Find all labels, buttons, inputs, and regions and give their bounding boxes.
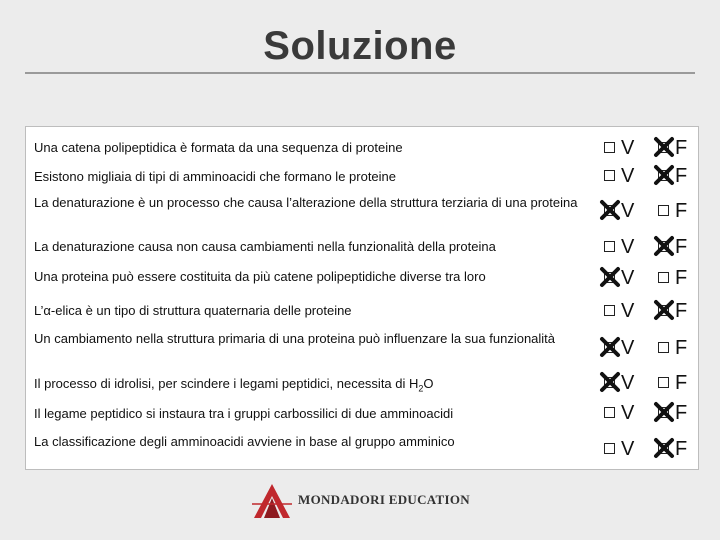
statement-text: La classificazione degli amminoacidi avviene in base al gruppo amminico: [34, 434, 455, 449]
option-true[interactable]: [604, 337, 654, 359]
statement-text: Il legame peptidico si instaura tra i gruppi carbossilici di due amminoacidi: [34, 406, 454, 421]
title-divider: [25, 72, 695, 74]
option-true[interactable]: [604, 402, 654, 424]
publisher-name: MONDADORI EDUCATION: [298, 492, 470, 507]
option-false[interactable]: [658, 300, 708, 322]
option-label: F: [675, 300, 688, 322]
statement-row: [34, 194, 589, 211]
statement-text: L’α-elica è un tipo di struttura quaternaria delle proteine: [34, 303, 352, 318]
option-label: V: [621, 337, 635, 359]
option-label: F: [675, 200, 688, 222]
selected-x-icon: [599, 265, 621, 289]
option-false[interactable]: [658, 267, 708, 289]
checkbox[interactable]: [604, 142, 615, 153]
mondadori-logo-icon: [250, 482, 294, 520]
option-true[interactable]: [604, 165, 654, 187]
option-label: V: [621, 236, 635, 258]
option-false[interactable]: [658, 236, 708, 258]
statement-text: La denaturazione causa non causa cambiamenti nella funzionalità della proteina: [34, 239, 496, 254]
option-label: V: [621, 300, 635, 322]
option-label: V: [621, 137, 635, 159]
statement-suffix: O: [423, 376, 434, 391]
selected-x-icon: [653, 298, 675, 322]
option-true[interactable]: [604, 236, 654, 258]
option-label: V: [621, 200, 635, 222]
selected-x-icon: [653, 400, 675, 424]
selected-x-icon: [599, 370, 621, 394]
option-label: F: [675, 236, 688, 258]
statement-row: [34, 330, 589, 347]
option-label: F: [675, 402, 688, 424]
statement-row: [34, 139, 589, 156]
statement-row: [34, 168, 589, 185]
option-label: V: [621, 438, 635, 460]
subscript: 2: [418, 383, 424, 394]
statement-text: Un cambiamento nella struttura primaria di una proteina può influenzare la sua funzionalità: [34, 331, 556, 346]
checkbox[interactable]: [658, 377, 669, 388]
statement-row: [34, 238, 589, 255]
statement-text: Una catena polipeptidica è formata da una sequenza di proteine: [34, 140, 403, 155]
option-label: V: [621, 165, 635, 187]
checkbox[interactable]: [604, 443, 615, 454]
option-true[interactable]: [604, 137, 654, 159]
checkbox[interactable]: [604, 305, 615, 316]
statement-text: Esistono migliaia di tipi di amminoacidi che formano le proteine: [34, 169, 397, 184]
checkbox[interactable]: [658, 205, 669, 216]
statement-row: [34, 375, 589, 398]
option-false[interactable]: [658, 165, 708, 187]
option-label: V: [621, 267, 635, 289]
selected-x-icon: [599, 335, 621, 359]
option-label: F: [675, 438, 688, 460]
checkbox[interactable]: [658, 272, 669, 283]
option-true[interactable]: [604, 300, 654, 322]
option-false[interactable]: [658, 372, 708, 394]
statement-row: [34, 405, 589, 422]
option-label: F: [675, 267, 688, 289]
option-label: F: [675, 165, 688, 187]
statement-text: Il processo di idrolisi, per scindere i legami peptidici, necessita di H: [34, 376, 419, 391]
checkbox[interactable]: [604, 170, 615, 181]
option-label: V: [621, 372, 635, 394]
publisher-logo: [250, 482, 480, 520]
statement-text: La denaturazione è un processo che causa l’alterazione della struttura terziaria di una proteina: [34, 195, 578, 210]
option-label: V: [621, 402, 635, 424]
checkbox[interactable]: [658, 342, 669, 353]
statement-row: [34, 433, 589, 450]
selected-x-icon: [653, 163, 675, 187]
option-true[interactable]: [604, 372, 654, 394]
statement-row: [34, 268, 589, 285]
selected-x-icon: [599, 198, 621, 222]
option-true[interactable]: [604, 267, 654, 289]
statement-text: Una proteina può essere costituita da più catene polipeptidiche diverse tra loro: [34, 269, 486, 284]
selected-x-icon: [653, 135, 675, 159]
option-false[interactable]: [658, 438, 708, 460]
option-false[interactable]: [658, 402, 708, 424]
option-false[interactable]: [658, 200, 708, 222]
option-label: F: [675, 137, 688, 159]
option-false[interactable]: [658, 137, 708, 159]
option-label: F: [675, 337, 688, 359]
selected-x-icon: [653, 436, 675, 460]
option-true[interactable]: [604, 438, 654, 460]
checkbox[interactable]: [604, 241, 615, 252]
option-label: F: [675, 372, 688, 394]
option-false[interactable]: [658, 337, 708, 359]
page-title: Soluzione: [263, 24, 457, 68]
statement-row: [34, 302, 589, 319]
option-true[interactable]: [604, 200, 654, 222]
quiz-panel: [25, 126, 699, 470]
checkbox[interactable]: [604, 407, 615, 418]
selected-x-icon: [653, 234, 675, 258]
